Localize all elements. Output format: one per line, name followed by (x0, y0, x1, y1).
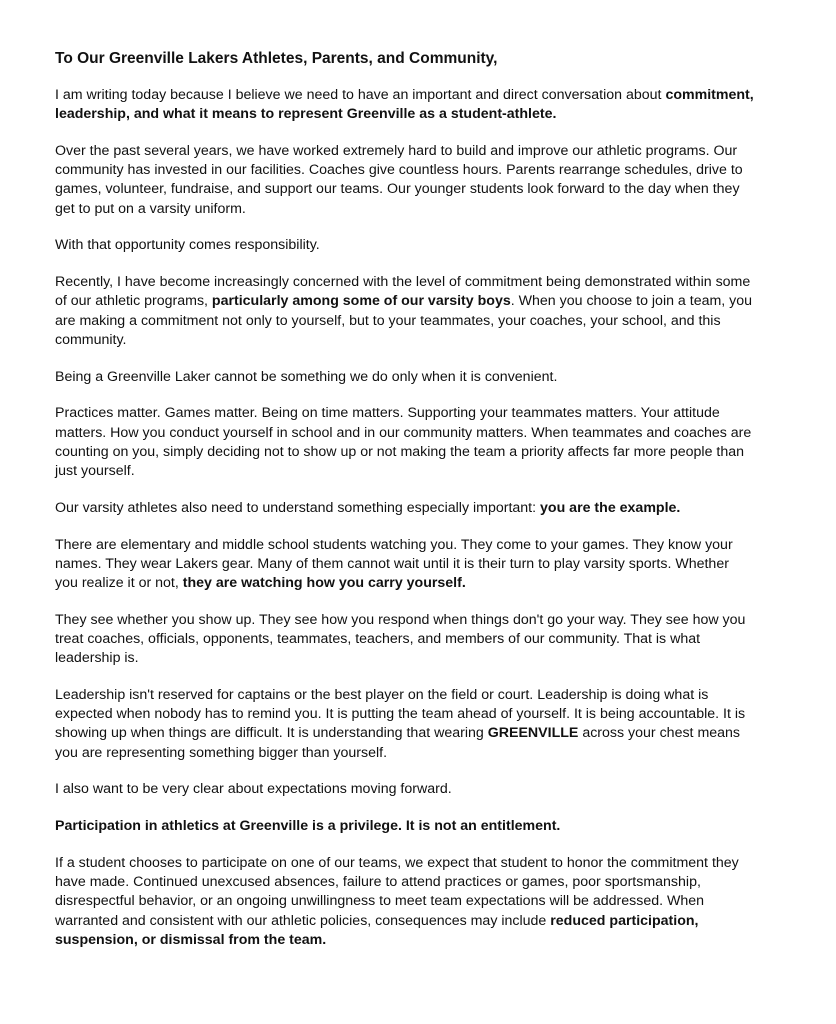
paragraph-leadership (55, 686, 755, 763)
paragraph-concern (55, 273, 755, 350)
paragraph-privilege (55, 817, 755, 836)
concern-text-start: Recently, I have become increasingly concerned with the level of commitment being demonstrated within some of our athletic programs, (55, 274, 751, 310)
concern-text-end: . When you choose to join a team, you are making a commitment not only to yourself, but to your teammates, your coaches, your school, and this community. (55, 293, 753, 348)
leadership-emphasis: GREENVILLE (487, 725, 579, 742)
paragraph-watching (55, 536, 755, 594)
paragraph-investment: Over the past several years, we have worked extremely hard to build and improve our athletic programs. Our community has invested in our facilities. Coaches give countless hours. Parents rearrange schedules, drive to games, volunteer, fundraise, and support our teams. Our younger students look forward to the day when they get to put on a varsity uniform. (55, 143, 743, 217)
watching-text: There are elementary and middle school students watching you. They come to your games. They know your names. They wear Lakers gear. Many of them cannot wait until it is their turn to play varsity sports. Whether you realize it or not, (55, 536, 733, 592)
paragraph-they-see: They see whether you show up. They see how you respond when things don't go your way. They see how you treat coaches, officials, opponents, teammates, teachers, and members of our community. That is what leadership is. (55, 611, 746, 667)
letter-body (55, 48, 755, 968)
paragraph-consequences (55, 854, 755, 950)
paragraph-responsibility: With that opportunity comes responsibility. (55, 237, 320, 254)
paragraph-intro (55, 86, 755, 124)
letter-greeting: To Our Greenville Lakers Athletes, Parents, and Community, (55, 50, 498, 67)
leadership-text-end: across your chest means you are representing something bigger than yourself. (55, 725, 741, 761)
concern-emphasis: particularly among some of our varsity boys (211, 293, 511, 310)
paragraph-matters: Practices matter. Games matter. Being on time matters. Supporting your teammates matters. Your attitude matters. How you conduct yourself in school and in our community matters. When teammates and coaches are counting on you, simply deciding not to show up or not making the team a priority affects far more people than just yourself. (55, 405, 752, 480)
paragraph-expectations: I also want to be very clear about expectations moving forward. (55, 781, 452, 798)
consequences-emphasis: reduced participation, suspension, or dismissal from the team. (55, 912, 699, 948)
example-text: Our varsity athletes also need to understand something especially important: (55, 499, 541, 516)
consequences-text: If a student chooses to participate on one of our teams, we expect that student to honor the commitment they have made. Continued unexcused absences, failure to attend practices or games, poor sportsmanship, disrespectful behavior, or an ongoing unwillingness to meet team expectations will be addressed. When warranted and consistent with our athletic policies, consequences may include (55, 855, 739, 929)
leadership-text-start: Leadership isn't reserved for captains or the best player on the field or court. Leadership is doing what is expected when nobody has to remind you. It is putting the team ahead of yourself. It is being accountable. It is showing up when things are difficult. It is understanding that wearing (55, 687, 746, 742)
example-emphasis: you are the example. (540, 499, 681, 516)
paragraph-example (55, 499, 755, 518)
watching-emphasis: they are watching how you carry yourself. (182, 575, 466, 592)
privilege-emphasis: Participation in athletics at Greenville is a privilege. It is not an entitlement. (55, 818, 561, 835)
intro-text: I am writing today because I believe we need to have an important and direct conversation about (55, 87, 666, 103)
paragraph-convenient: Being a Greenville Laker cannot be something we do only when it is convenient. (55, 368, 558, 385)
intro-emphasis: commitment, leadership, and what it means to represent Greenville as a student-athlete. (55, 87, 754, 123)
